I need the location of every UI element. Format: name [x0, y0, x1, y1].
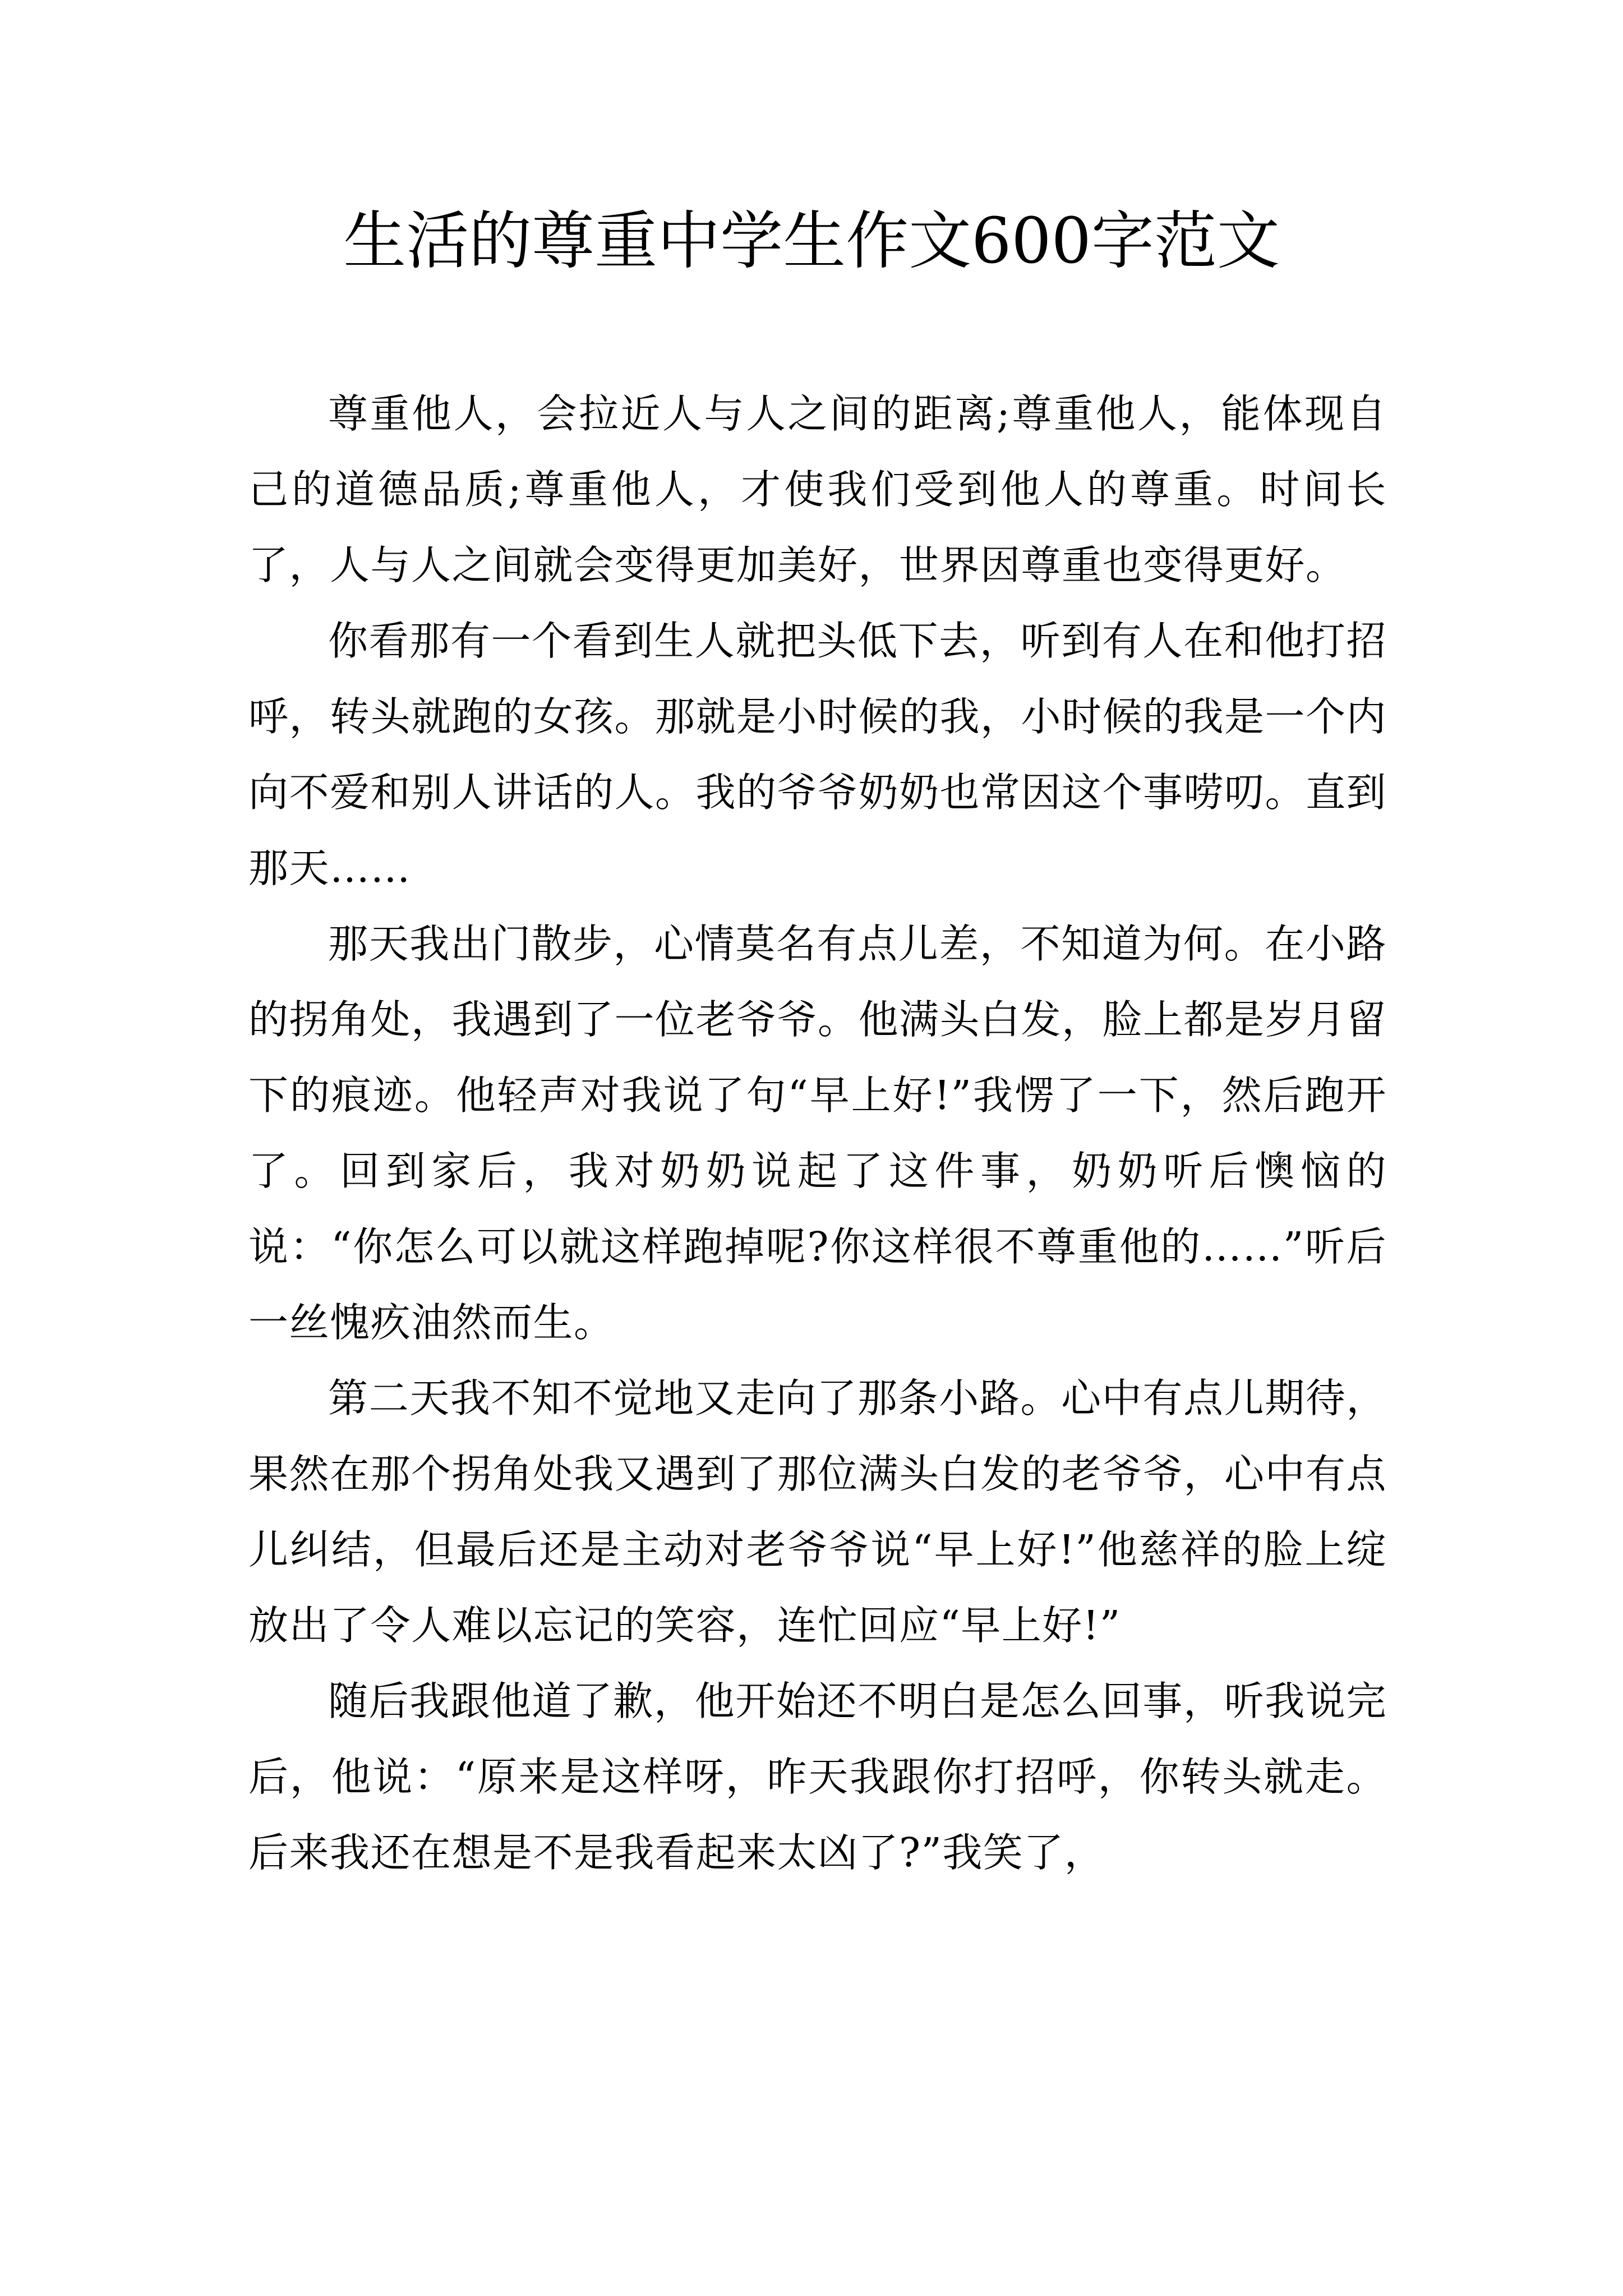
document-title: 生活的尊重中学生作文600字范文 — [343, 205, 1280, 278]
paragraph: 那天我出门散步，心情莫名有点儿差，不知道为何。在小路的拐角处，我遇到了一位老爷爷。他满头白发，脸上都是岁月留下的痕迹。他轻声对我说了句“早上好!”我愣了一下，然后跑开了。回到家后，我对奶奶说起了这件事，奶奶听后懊恼的说：“你怎么可以就这样跑掉呢?你这样很不尊重他的……”听后一丝愧疚油然而生。 — [248, 921, 1387, 1346]
paragraph: 随后我跟他道了歉，他开始还不明白是怎么回事，听我说完后，他说：“原来是这样呀，昨天我跟你打招呼，你转头就走。后来我还在想是不是我看起来太凶了?”我笑了， — [248, 1678, 1387, 1876]
paragraph: 第二天我不知不觉地又走向了那条小路。心中有点儿期待，果然在那个拐角处我又遇到了那位满头白发的老爷爷，心中有点儿纠结，但最后还是主动对老爷爷说“早上好!”他慈祥的脸上绽放出了令人难以忘记的笑容，连忙回应“早上好!” — [248, 1375, 1387, 1649]
paragraph: 尊重他人，会拉近人与人之间的距离;尊重他人，能体现自己的道德品质;尊重他人，才使我们受到他人的尊重。时间长了，人与人之间就会变得更加美好，世界因尊重也变得更好。 — [248, 390, 1387, 588]
paragraph: 你看那有一个看到生人就把头低下去，听到有人在和他打招呼，转头就跑的女孩。那就是小时候的我，小时候的我是一个内向不爱和别人讲话的人。我的爷爷奶奶也常因这个事唠叨。直到那天…… — [248, 618, 1387, 891]
document-body — [248, 376, 1387, 1890]
